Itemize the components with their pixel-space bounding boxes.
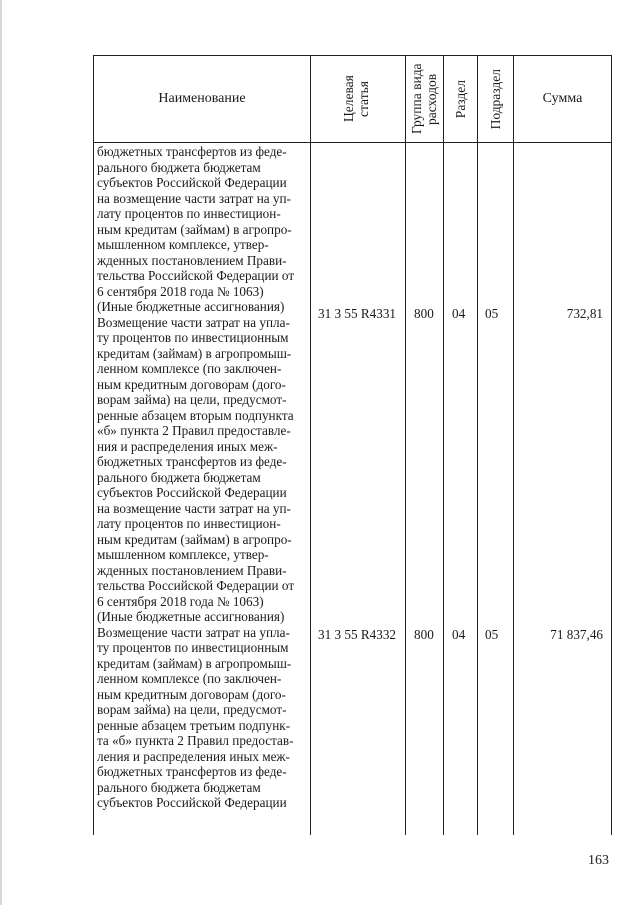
- column-divider: [443, 56, 444, 835]
- description-line: бюджетных трансфертов из феде-: [97, 144, 287, 159]
- description-line: (Иные бюджетные ассигнования): [97, 609, 285, 624]
- description-line: кредитам (займам) в агропромыш-: [97, 655, 292, 671]
- description-line: рального бюджета бюджетам: [97, 469, 261, 485]
- description-line: ным кредитным договорам (дого-: [97, 376, 286, 392]
- description-line: ту процентов по инвестиционным: [97, 640, 289, 655]
- description-line: ворам займа) на цели, предусмот-: [97, 392, 287, 407]
- row-2-section: 04: [452, 627, 466, 642]
- scan-edge: [0, 0, 2, 905]
- description-line: ленном комплексе (по заключен-: [97, 361, 282, 376]
- row-2-target-item: 31 3 55 R4332: [318, 627, 397, 642]
- description-line: жденных постановлением Прави-: [97, 252, 287, 268]
- row-2-subsection: 05: [485, 627, 499, 642]
- header-section-label: Раздел: [453, 79, 468, 119]
- header-target-item-label: Целевая статья: [341, 75, 371, 123]
- description-line: 6 сентября 2018 года № 1063): [97, 593, 264, 609]
- header-expense-group: [406, 56, 443, 142]
- header-divider: [94, 142, 611, 143]
- header-section: [444, 56, 477, 142]
- description-line: мышленном комплексе, утвер-: [97, 237, 269, 252]
- description-line: бюджетных трансфертов из феде-: [97, 454, 287, 469]
- header-target-item: [311, 56, 405, 142]
- description-line: ворам займа) на цели, предусмот-: [97, 702, 287, 717]
- description-line: Возмещение части затрат на упла-: [97, 314, 290, 330]
- column-divider: [310, 56, 311, 835]
- description-line: тельства Российской Федерации от: [97, 268, 295, 283]
- row-2-expense-group: 800: [414, 627, 434, 642]
- description-line: ным кредитам (займам) в агропро-: [97, 531, 292, 547]
- description-line: Возмещение части затрат на упла-: [97, 624, 290, 640]
- description-line: жденных постановлением Прави-: [97, 562, 287, 578]
- description-line: на возмещение части затрат на уп-: [97, 500, 291, 516]
- page-number: 163: [588, 853, 609, 868]
- description-line: ту процентов по инвестиционным: [97, 330, 289, 345]
- description-line: ренные абзацем вторым подпункта: [97, 407, 294, 423]
- description-line: бюджетных трансфертов из феде-: [97, 764, 287, 779]
- description-line: та «б» пункта 2 Правил предостав-: [97, 733, 294, 748]
- header-name: [94, 56, 310, 142]
- description-line: кредитам (займам) в агропромыш-: [97, 345, 292, 361]
- row-1-target-item: 31 3 55 R4331: [318, 306, 397, 321]
- row-1-section: 04: [452, 306, 466, 321]
- description-line: субъектов Российской Федерации: [97, 795, 287, 810]
- description-line: ления и распределения иных меж-: [97, 748, 290, 764]
- description-line: субъектов Российской Федерации: [97, 175, 287, 190]
- description-line: (Иные бюджетные ассигнования): [97, 299, 285, 314]
- description-line: мышленном комплексе, утвер-: [97, 547, 269, 562]
- item-description: [97, 144, 308, 811]
- description-line: на возмещение части затрат на уп-: [97, 190, 291, 206]
- description-line: субъектов Российской Федерации: [97, 485, 287, 500]
- column-divider: [405, 56, 406, 835]
- header-amount: [514, 56, 611, 142]
- description-line: рального бюджета бюджетам: [97, 779, 261, 795]
- description-line: ния и распределения иных меж-: [97, 438, 278, 454]
- row-1-subsection: 05: [485, 306, 499, 321]
- column-divider: [477, 56, 478, 835]
- description-line: лату процентов по инвестицион-: [97, 206, 281, 221]
- description-line: ным кредитам (займам) в агропро-: [97, 221, 292, 237]
- header-name-label: Наименование: [158, 91, 246, 106]
- header-subsection-label: Подраздел: [488, 68, 503, 130]
- header-subsection: [478, 56, 513, 142]
- description-line: 6 сентября 2018 года № 1063): [97, 283, 264, 299]
- description-line: тельства Российской Федерации от: [97, 578, 295, 593]
- description-line: лату процентов по инвестицион-: [97, 516, 281, 531]
- row-2-amount: 71 837,46: [550, 627, 603, 642]
- header-expense-group-label: Группа вида расходов: [408, 63, 439, 135]
- row-1-expense-group: 800: [414, 306, 434, 321]
- description-line: ренные абзацем третьим подпунк-: [97, 717, 291, 733]
- description-line: ным кредитным договорам (дого-: [97, 686, 286, 702]
- description-line: рального бюджета бюджетам: [97, 159, 261, 175]
- budget-table: [93, 55, 612, 835]
- header-amount-label: Сумма: [542, 91, 583, 106]
- description-line: ленном комплексе (по заключен-: [97, 671, 282, 686]
- description-line: «б» пункта 2 Правил предоставле-: [97, 423, 291, 438]
- row-1-amount: 732,81: [566, 306, 603, 321]
- column-divider: [513, 56, 514, 835]
